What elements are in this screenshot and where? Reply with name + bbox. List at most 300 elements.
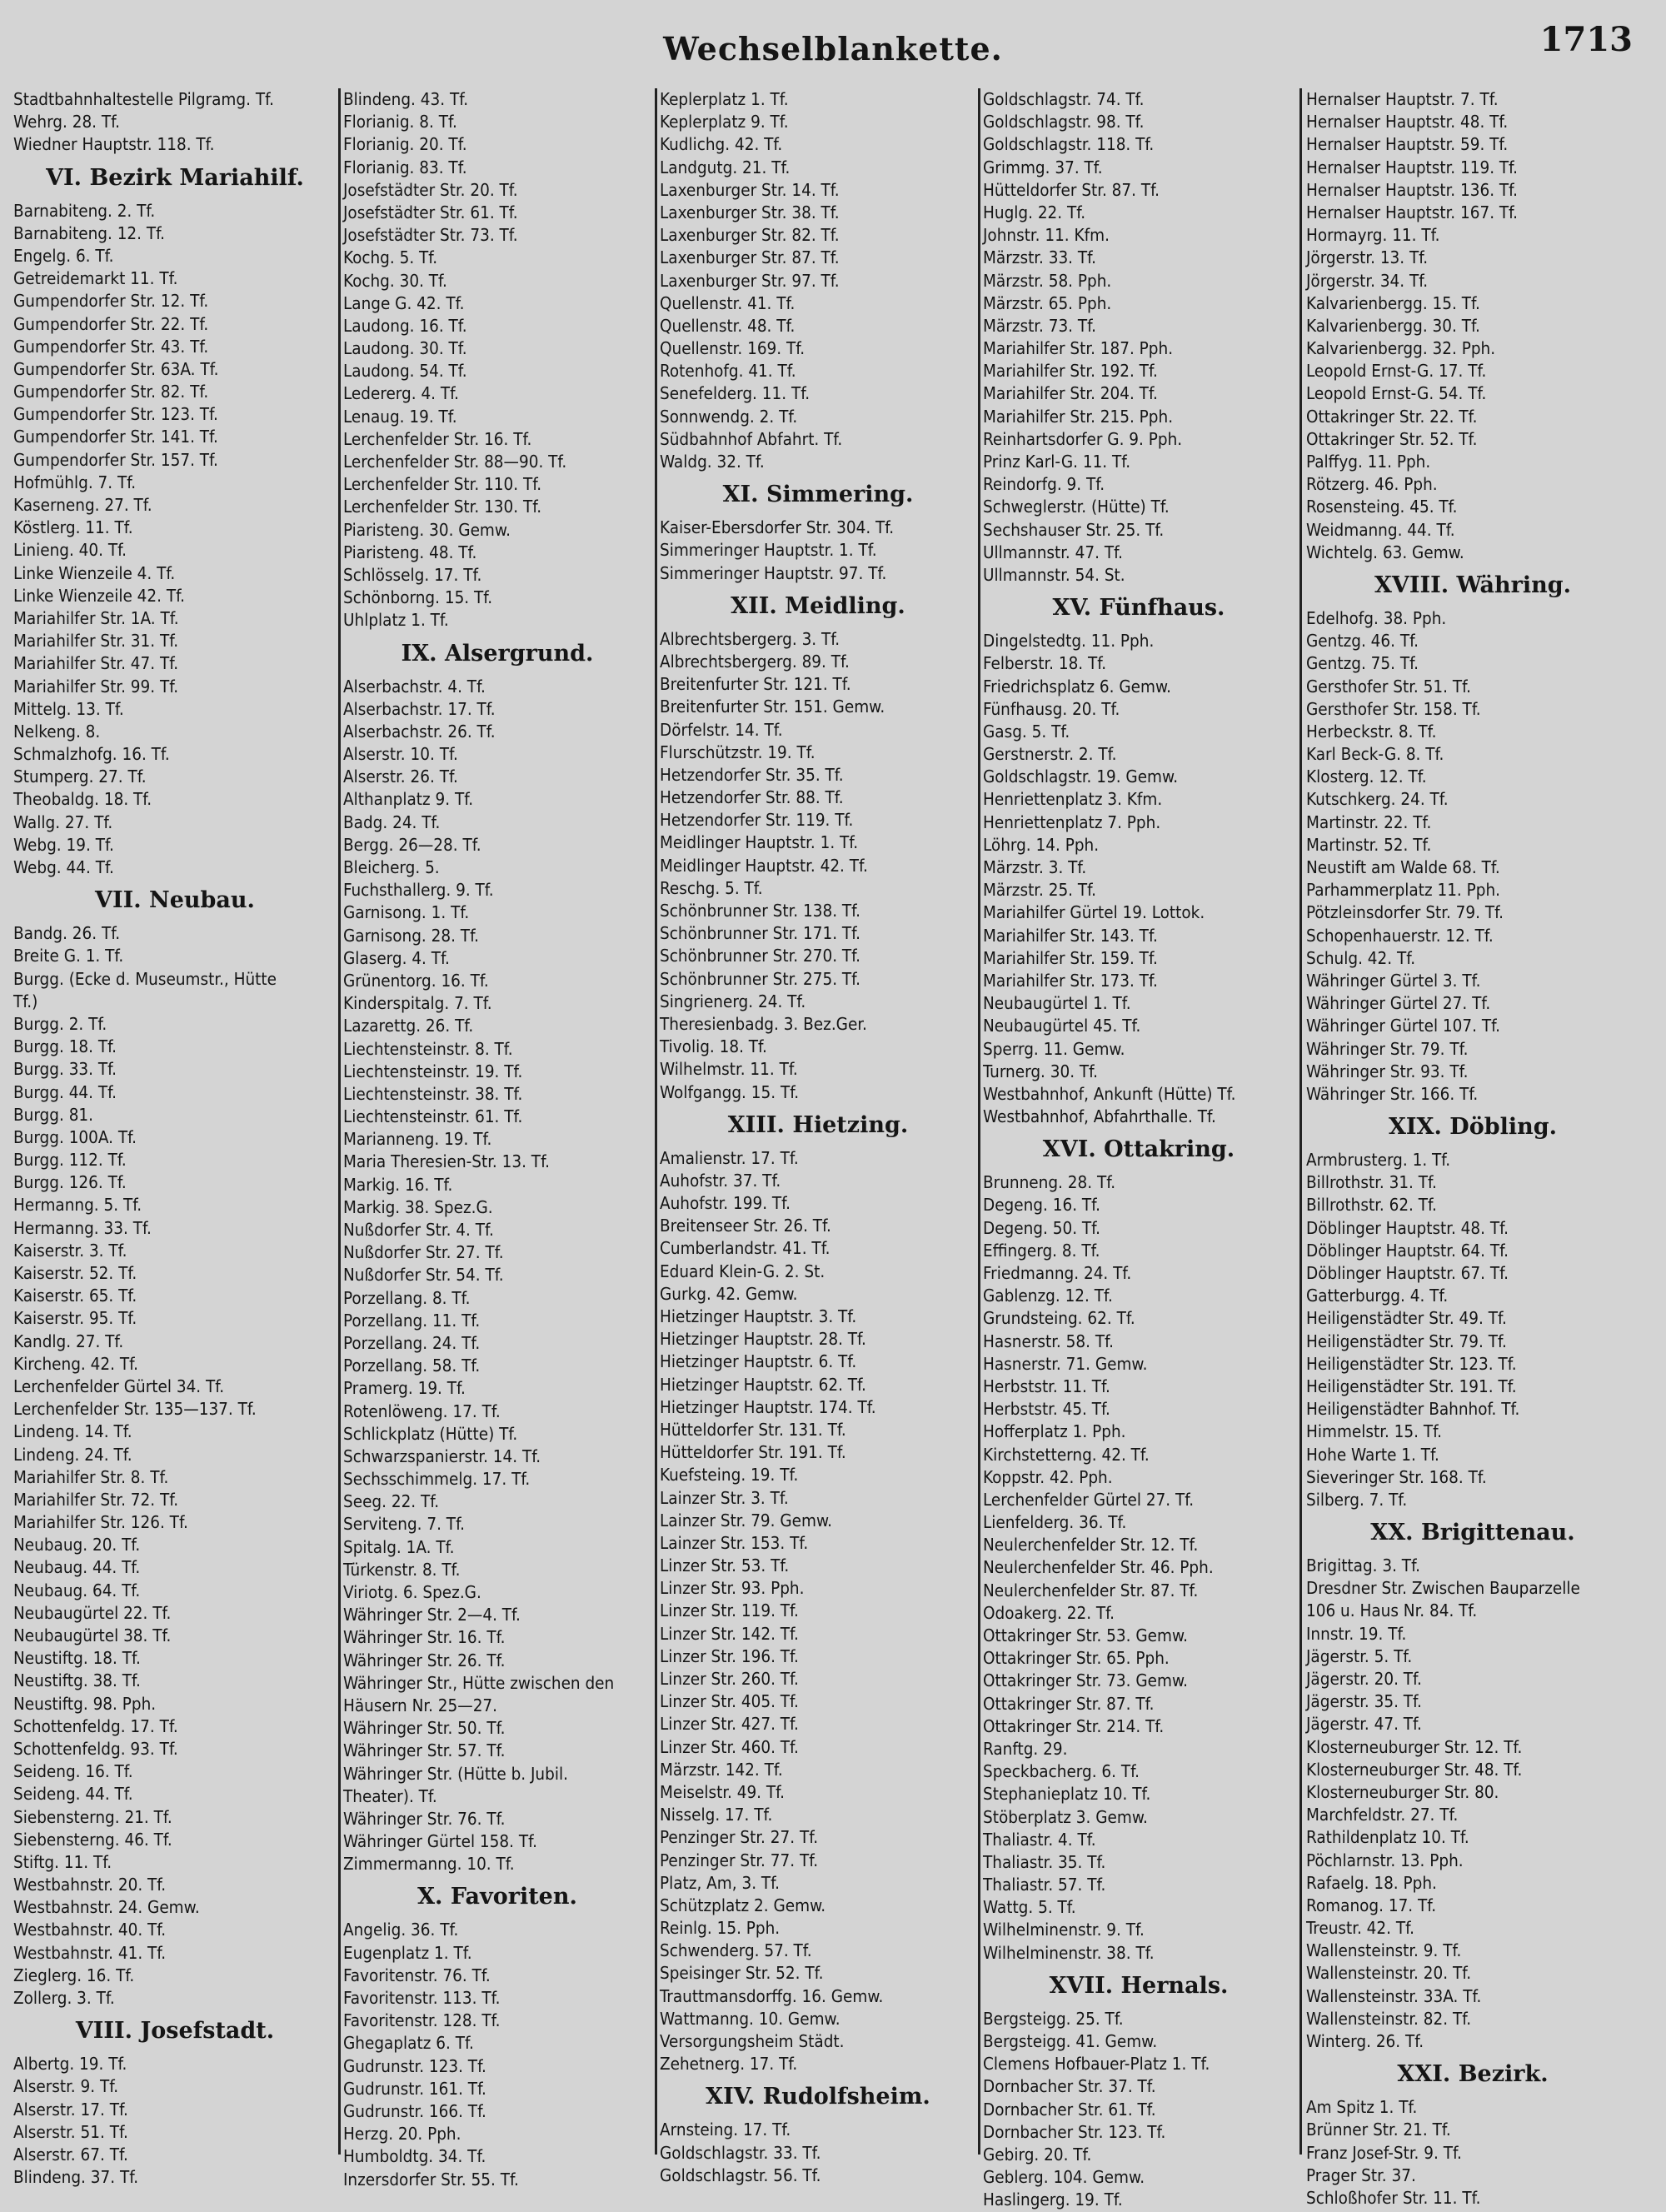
address-entry: Dornbacher Str. 61. Tf. [983, 2099, 1156, 2120]
address-entry: Simmeringer Hauptstr. 1. Tf. [660, 540, 877, 561]
address-entry: Ranftg. 29. [983, 1738, 1068, 1759]
address-entry: Schönbrunner Str. 171. Tf. [660, 923, 861, 944]
address-entry: Goldschlagstr. 74. Tf. [983, 89, 1145, 109]
address-entry: Schulg. 42. Tf. [1306, 947, 1416, 968]
address-entry: Blindeng. 43. Tf. [343, 89, 469, 109]
address-entry: Hütteldorfer Str. 131. Tf. [660, 1419, 846, 1440]
address-entry: Lainzer Str. 3. Tf. [660, 1487, 789, 1508]
address-entry: Döblinger Hauptstr. 64. Tf. [1306, 1240, 1509, 1261]
address-entry: Wattmanng. 10. Gemw. [660, 2008, 840, 2029]
address-entry: Seeg. 22. Tf. [343, 1491, 440, 1512]
address-entry: Mariahilfer Gürtel 19. Lottok. [983, 902, 1205, 923]
address-entry: Quellenstr. 41. Tf. [660, 292, 796, 313]
address-entry: Amalienstr. 17. Tf. [660, 1147, 799, 1168]
address-entry: Linzer Str. 260. Tf. [660, 1669, 799, 1689]
district-heading: XI. Simmering. [722, 482, 914, 508]
address-entry: Linzer Str. 119. Tf. [660, 1600, 799, 1621]
address-entry: Alserstr. 9. Tf. [13, 2076, 119, 2097]
address-entry: Währinger Str. 76. Tf. [343, 1808, 506, 1829]
address-entry: Gumpendorfer Str. 123. Tf. [13, 404, 218, 425]
address-entry: Humboldtg. 34. Tf. [343, 2146, 486, 2167]
address-entry: Goldschlagstr. 19. Gemw. [983, 766, 1179, 787]
address-entry: Gumpendorfer Str. 12. Tf. [13, 291, 209, 312]
address-entry: Seideng. 16. Tf. [13, 1761, 133, 1782]
address-entry: Breite G. 1. Tf. [13, 946, 124, 966]
address-entry: Türkenstr. 8. Tf. [343, 1559, 461, 1580]
address-entry: Laudong. 54. Tf. [343, 361, 467, 382]
address-entry: Geblerg. 104. Gemw. [983, 2167, 1145, 2188]
address-entry: Lenaug. 19. Tf. [343, 406, 457, 427]
address-entry: Billrothstr. 31. Tf. [1306, 1172, 1437, 1193]
address-entry: Hasnerstr. 58. Tf. [983, 1331, 1114, 1351]
address-entry: Dornbacher Str. 37. Tf. [983, 2076, 1156, 2097]
address-entry: Meidlinger Hauptstr. 1. Tf. [660, 832, 859, 853]
address-entry: Hietzinger Hauptstr. 62. Tf. [660, 1374, 866, 1395]
address-entry: Brünner Str. 21. Tf. [1306, 2120, 1451, 2140]
address-entry: Lainzer Str. 153. Tf. [660, 1532, 809, 1553]
address-entry: Johnstr. 11. Kfm. [983, 225, 1110, 246]
address-entry: Hetzendorfer Str. 88. Tf. [660, 787, 844, 808]
address-entry: Währinger Str. 79. Tf. [1306, 1038, 1469, 1059]
address-entry: Nußdorfer Str. 27. Tf. [343, 1242, 504, 1263]
address-entry: Flurschützstr. 19. Tf. [660, 741, 816, 762]
address-entry: Linzer Str. 460. Tf. [660, 1736, 799, 1757]
address-entry: Laxenburger Str. 97. Tf. [660, 270, 840, 291]
address-entry: Hofmühlg. 7. Tf. [13, 472, 137, 492]
address-entry: Leopold Ernst-G. 54. Tf. [1306, 383, 1487, 404]
address-entry: Meiselstr. 49. Tf. [660, 1781, 786, 1802]
address-entry: Tf.) [13, 991, 38, 1011]
address-entry: Westbahnstr. 41. Tf. [13, 1942, 167, 1963]
address-entry: Webg. 19. Tf. [13, 834, 114, 855]
address-entry: Wallensteinstr. 82. Tf. [1306, 2008, 1472, 2029]
address-entry: Hetzendorfer Str. 35. Tf. [660, 764, 844, 785]
address-entry: Döblinger Hauptstr. 48. Tf. [1306, 1217, 1509, 1238]
address-entry: Wallensteinstr. 33A. Tf. [1306, 1985, 1482, 2006]
address-entry: Fünfhausg. 20. Tf. [983, 698, 1120, 719]
address-entry: Henriettenplatz 3. Kfm. [983, 789, 1163, 810]
address-entry: Gersthofer Str. 51. Tf. [1306, 676, 1471, 697]
address-entry: Gumpendorfer Str. 63A. Tf. [13, 358, 219, 379]
address-entry: Liechtensteinstr. 61. Tf. [343, 1106, 523, 1127]
address-entry: Hietzinger Hauptstr. 174. Tf. [660, 1396, 876, 1417]
address-entry: Breitenseer Str. 26. Tf. [660, 1216, 831, 1236]
address-entry: Schönbrunner Str. 138. Tf. [660, 901, 861, 921]
address-entry: Simmeringer Hauptstr. 97. Tf. [660, 562, 887, 583]
address-entry: Liechtensteinstr. 8. Tf. [343, 1038, 513, 1059]
address-entry: Jörgerstr. 13. Tf. [1306, 247, 1429, 268]
address-entry: Bergsteigg. 41. Gemw. [983, 2031, 1158, 2051]
address-entry: Laxenburger Str. 38. Tf. [660, 202, 840, 222]
address-entry: Neulerchenfelder Str. 12. Tf. [983, 1535, 1199, 1555]
address-entry: Heiligenstädter Str. 49. Tf. [1306, 1308, 1507, 1329]
address-entry: Neulerchenfelder Str. 46. Pph. [983, 1557, 1214, 1578]
address-entry: Hietzinger Hauptstr. 3. Tf. [660, 1306, 857, 1326]
column-3 [660, 88, 976, 2185]
address-entry: Spitalg. 1A. Tf. [343, 1536, 455, 1557]
address-entry: Wiedner Hauptstr. 118. Tf. [13, 134, 215, 155]
district-heading: VIII. Josefstadt. [75, 2018, 275, 2045]
address-entry: Schloßhofer Str. 11. Tf. [1306, 2187, 1481, 2208]
address-entry: Gebirg. 20. Tf. [983, 2144, 1092, 2165]
address-entry: Märzstr. 3. Tf. [983, 857, 1087, 877]
address-entry: Siebensterng. 21. Tf. [13, 1806, 172, 1827]
address-entry: Lerchenfelder Str. 130. Tf. [343, 497, 542, 517]
address-entry: Alserstr. 67. Tf. [13, 2144, 128, 2165]
address-entry: Meidlinger Hauptstr. 42. Tf. [660, 855, 868, 876]
address-entry: Schwarzspanierstr. 14. Tf. [343, 1446, 541, 1466]
address-entry: Kandlg. 27. Tf. [13, 1331, 124, 1351]
address-entry: Währinger Gürtel 27. Tf. [1306, 993, 1491, 1014]
address-entry: Hermanng. 5. Tf. [13, 1195, 142, 1216]
address-entry: Mariahilfer Str. 204. Tf. [983, 383, 1158, 404]
address-entry: Dresdner Str. Zwischen Bauparzelle [1306, 1578, 1580, 1599]
address-entry: Bandg. 26. Tf. [13, 923, 121, 944]
address-entry: Nelkeng. 8. [13, 721, 101, 741]
address-entry: Nußdorfer Str. 4. Tf. [343, 1220, 494, 1240]
address-entry: Speckbacherg. 6. Tf. [983, 1761, 1140, 1782]
address-entry: Märzstr. 58. Pph. [983, 270, 1112, 291]
address-entry: Bleicherg. 5. [343, 857, 440, 877]
address-entry: Karl Beck-G. 8. Tf. [1306, 744, 1444, 765]
address-entry: Neulerchenfelder Str. 87. Tf. [983, 1580, 1199, 1600]
address-entry: Neubaug. 20. Tf. [13, 1535, 141, 1555]
address-entry: Gentzg. 75. Tf. [1306, 653, 1419, 674]
address-entry: Mariahilfer Str. 8. Tf. [13, 1466, 169, 1487]
address-entry: Neustiftg. 38. Tf. [13, 1670, 141, 1691]
address-entry: Linzer Str. 142. Tf. [660, 1623, 799, 1644]
address-entry: 106 u. Haus Nr. 84. Tf. [1306, 1600, 1478, 1621]
address-entry: Viriotg. 6. Spez.G. [343, 1582, 481, 1602]
district-heading: XV. Fünfhaus. [1052, 595, 1225, 622]
address-entry: Gasg. 5. Tf. [983, 721, 1070, 741]
address-entry: Breitenfurter Str. 121. Tf. [660, 674, 851, 695]
address-entry: Gumpendorfer Str. 141. Tf. [13, 427, 218, 447]
address-entry: Jägerstr. 20. Tf. [1306, 1669, 1422, 1689]
address-entry: Kutschkerg. 24. Tf. [1306, 789, 1449, 810]
address-entry: Romanog. 17. Tf. [1306, 1895, 1437, 1915]
address-entry: Südbahnhof Abfahrt. Tf. [660, 428, 843, 449]
address-entry: Albertg. 19. Tf. [13, 2054, 127, 2075]
address-entry: Währinger Str. 2—4. Tf. [343, 1605, 521, 1625]
address-entry: Jörgerstr. 34. Tf. [1306, 270, 1429, 291]
address-entry: Burgg. 18. Tf. [13, 1036, 117, 1057]
address-entry: Hormayrg. 11. Tf. [1306, 225, 1440, 246]
address-entry: Wehrg. 28. Tf. [13, 112, 121, 132]
address-entry: Parhammerplatz 11. Pph. [1306, 880, 1501, 901]
address-entry: Edelhofg. 38. Pph. [1306, 607, 1447, 628]
address-entry: Mariahilfer Str. 47. Tf. [13, 653, 179, 674]
address-entry: Stephanieplatz 10. Tf. [983, 1784, 1151, 1805]
address-entry: Linke Wienzeile 42. Tf. [13, 585, 185, 606]
address-entry: Mariahilfer Str. 173. Tf. [983, 970, 1158, 991]
address-entry: Favoritenstr. 113. Tf. [343, 1988, 501, 2008]
address-entry: Hasnerstr. 71. Gemw. [983, 1353, 1148, 1374]
address-entry: Linzer Str. 427. Tf. [660, 1714, 799, 1735]
address-entry: Wallensteinstr. 9. Tf. [1306, 1940, 1462, 1961]
address-entry: Ottakringer Str. 73. Gemw. [983, 1670, 1189, 1691]
address-entry: Thaliastr. 4. Tf. [983, 1829, 1096, 1850]
address-entry: Mariahilfer Str. 126. Tf. [13, 1512, 188, 1533]
address-entry: Gudrunstr. 123. Tf. [343, 2055, 486, 2076]
column-divider [978, 88, 980, 2155]
address-entry: Ottakringer Str. 22. Tf. [1306, 406, 1478, 427]
address-entry: Neustiftg. 18. Tf. [13, 1648, 141, 1669]
address-entry: Turnerg. 30. Tf. [983, 1061, 1099, 1081]
address-entry: Josefstädter Str. 20. Tf. [343, 179, 518, 200]
district-heading: XIX. Döbling. [1388, 1114, 1558, 1141]
address-entry: Auhofstr. 199. Tf. [660, 1193, 791, 1214]
address-entry: Henriettenplatz 7. Pph. [983, 811, 1161, 832]
address-entry: Martinstr. 22. Tf. [1306, 811, 1432, 832]
address-entry: Burgg. (Ecke d. Museumstr., Hütte [13, 968, 277, 989]
address-entry: Silberg. 7. Tf. [1306, 1489, 1408, 1510]
address-entry: Schönbrunner Str. 270. Tf. [660, 946, 861, 966]
address-entry: Burgg. 112. Tf. [13, 1150, 127, 1171]
address-entry: Piaristeng. 30. Gemw. [343, 519, 511, 540]
address-entry: Kaiserstr. 52. Tf. [13, 1263, 137, 1283]
address-entry: Porzellang. 11. Tf. [343, 1310, 481, 1331]
address-entry: Prinz Karl-G. 11. Tf. [983, 452, 1131, 472]
address-entry: Heiligenstädter Bahnhof. Tf. [1306, 1399, 1520, 1420]
address-entry: Thaliastr. 35. Tf. [983, 1851, 1106, 1872]
address-entry: Jägerstr. 47. Tf. [1306, 1714, 1422, 1735]
address-entry: Rotenhofg. 41. Tf. [660, 361, 796, 382]
address-entry: Heiligenstädter Str. 191. Tf. [1306, 1376, 1517, 1396]
address-entry: Gumpendorfer Str. 82. Tf. [13, 382, 209, 402]
address-entry: Kaiserstr. 3. Tf. [13, 1240, 127, 1261]
address-entry: Cumberlandstr. 41. Tf. [660, 1238, 831, 1259]
district-heading: XX. Brigittenau. [1370, 1520, 1575, 1546]
address-entry: Mariahilfer Str. 192. Tf. [983, 361, 1158, 382]
address-entry: Engelg. 6. Tf. [13, 245, 114, 266]
address-entry: Effingerg. 8. Tf. [983, 1240, 1100, 1261]
address-entry: Glaserg. 4. Tf. [343, 947, 450, 968]
address-entry: Seideng. 44. Tf. [13, 1784, 133, 1805]
address-entry: Zehetnerg. 17. Tf. [660, 2054, 798, 2075]
address-entry: Kochg. 30. Tf. [343, 270, 447, 291]
address-entry: Stumperg. 27. Tf. [13, 766, 147, 787]
address-entry: Laudong. 30. Tf. [343, 338, 467, 359]
address-entry: Friedrichsplatz 6. Gemw. [983, 676, 1172, 697]
address-entry: Kalvarienbergg. 30. Tf. [1306, 315, 1480, 336]
address-entry: Lainzer Str. 79. Gemw. [660, 1510, 833, 1530]
address-entry: Uhlplatz 1. Tf. [343, 610, 449, 631]
address-entry: Rafaelg. 18. Pph. [1306, 1872, 1437, 1893]
address-entry: Dörfelstr. 14. Tf. [660, 719, 783, 740]
address-entry: Herbststr. 11. Tf. [983, 1376, 1110, 1396]
address-entry: Winterg. 26. Tf. [1306, 2031, 1424, 2051]
address-entry: Westbahnstr. 20. Tf. [13, 1875, 167, 1895]
address-entry: Franz Josef-Str. 9. Tf. [1306, 2142, 1462, 2163]
address-entry: Gerstnerstr. 2. Tf. [983, 744, 1117, 765]
address-entry: Trauttmansdorffg. 16. Gemw. [660, 1985, 884, 2006]
address-entry: Sieveringer Str. 168. Tf. [1306, 1466, 1487, 1487]
address-entry: Brigittag. 3. Tf. [1306, 1555, 1420, 1576]
address-entry: Klosterg. 12. Tf. [1306, 766, 1427, 787]
page-title: Wechselblankette. [663, 30, 1003, 67]
address-entry: Rotenlöweng. 17. Tf. [343, 1401, 501, 1421]
address-entry: Theobaldg. 18. Tf. [13, 789, 152, 810]
address-entry: Auhofstr. 37. Tf. [660, 1170, 781, 1191]
address-entry: Florianig. 83. Tf. [343, 157, 467, 177]
address-entry: Felberstr. 18. Tf. [983, 653, 1107, 674]
address-entry: Währinger Str. 57. Tf. [343, 1740, 506, 1761]
address-entry: Waldg. 32. Tf. [660, 452, 765, 472]
address-entry: Kircheng. 42. Tf. [13, 1353, 138, 1374]
address-entry: Huglg. 22. Tf. [983, 202, 1086, 222]
address-entry: Theresienbadg. 3. Bez.Ger. [660, 1013, 867, 1034]
address-entry: Alserbachstr. 26. Tf. [343, 721, 496, 741]
address-entry: Florianig. 20. Tf. [343, 134, 467, 155]
address-entry: Kaiser-Ebersdorfer Str. 304. Tf. [660, 517, 895, 538]
address-entry: Wallg. 27. Tf. [13, 811, 113, 832]
address-entry: Gudrunstr. 161. Tf. [343, 2078, 486, 2099]
address-entry: Sperrg. 11. Gemw. [983, 1038, 1125, 1059]
address-entry: Währinger Str. 50. Tf. [343, 1718, 506, 1739]
address-entry: Goldschlagstr. 56. Tf. [660, 2165, 821, 2185]
address-entry: Nußdorfer Str. 54. Tf. [343, 1265, 504, 1286]
column-2 [343, 88, 651, 2190]
address-entry: Alserstr. 51. Tf. [13, 2121, 128, 2142]
address-entry: Inzersdorfer Str. 55. Tf. [343, 2169, 519, 2190]
address-entry: Währinger Gürtel 158. Tf. [343, 1831, 537, 1852]
address-entry: Innstr. 19. Tf. [1306, 1623, 1407, 1644]
address-entry: Ottakringer Str. 214. Tf. [983, 1715, 1165, 1736]
address-entry: Westbahnhof, Ankunft (Hütte) Tf. [983, 1083, 1236, 1104]
address-entry: Stiftg. 11. Tf. [13, 1851, 112, 1872]
address-entry: Markig. 16. Tf. [343, 1174, 453, 1195]
address-entry: Märzstr. 142. Tf. [660, 1759, 783, 1780]
address-entry: Ullmannstr. 47. Tf. [983, 542, 1123, 562]
address-entry: Pramerg. 19. Tf. [343, 1378, 466, 1399]
address-entry: Hernalser Hauptstr. 59. Tf. [1306, 134, 1509, 155]
address-entry: Blindeng. 37. Tf. [13, 2167, 139, 2188]
address-entry: Währinger Str., Hütte zwischen den [343, 1672, 615, 1693]
address-entry: Mariahilfer Str. 99. Tf. [13, 676, 179, 697]
address-entry: Schlösselg. 17. Tf. [343, 564, 482, 585]
address-entry: Gentzg. 46. Tf. [1306, 631, 1419, 652]
address-entry: Garnisong. 1. Tf. [343, 902, 470, 923]
address-entry: Grünentorg. 16. Tf. [343, 970, 489, 991]
address-entry: Eugenplatz 1. Tf. [343, 1942, 472, 1963]
address-entry: Thaliastr. 57. Tf. [983, 1875, 1106, 1895]
address-entry: Kochg. 5. Tf. [343, 247, 438, 268]
address-entry: Lindeng. 24. Tf. [13, 1444, 132, 1465]
district-heading: XIV. Rudolfsheim. [706, 2084, 930, 2110]
address-entry: Burgg. 2. Tf. [13, 1013, 107, 1034]
address-entry: Breitenfurter Str. 151. Gemw. [660, 697, 885, 717]
address-entry: Neubaug. 64. Tf. [13, 1580, 141, 1600]
address-entry: Hernalser Hauptstr. 119. Tf. [1306, 157, 1519, 177]
address-entry: Siebensterng. 46. Tf. [13, 1829, 172, 1850]
address-entry: Lienfelderg. 36. Tf. [983, 1512, 1127, 1533]
address-entry: Marianneng. 19. Tf. [343, 1129, 492, 1150]
address-entry: Wallensteinstr. 20. Tf. [1306, 1963, 1472, 1984]
listing-columns [13, 88, 1653, 2210]
address-entry: Piaristeng. 48. Tf. [343, 542, 477, 562]
address-entry: Ottakringer Str. 53. Gemw. [983, 1625, 1189, 1645]
address-entry: Gumpendorfer Str. 22. Tf. [13, 313, 209, 334]
district-heading: IX. Alsergrund. [401, 640, 594, 667]
address-entry: Laxenburger Str. 87. Tf. [660, 247, 840, 268]
address-entry: Getreidemarkt 11. Tf. [13, 268, 178, 289]
address-entry: Josefstädter Str. 73. Tf. [343, 225, 518, 246]
address-entry: Gurkg. 42. Gemw. [660, 1283, 798, 1304]
address-entry: Ottakringer Str. 87. Tf. [983, 1693, 1155, 1714]
column-4 [983, 88, 1294, 2210]
address-entry: Neubaugürtel 1. Tf. [983, 993, 1131, 1014]
address-entry: Neustift am Walde 68. Tf. [1306, 857, 1500, 877]
address-entry: Schlickplatz (Hütte) Tf. [343, 1423, 518, 1444]
address-entry: Löhrg. 14. Pph. [983, 834, 1100, 855]
address-entry: Quellenstr. 48. Tf. [660, 315, 796, 336]
address-entry: Degeng. 16. Tf. [983, 1195, 1101, 1216]
address-entry: Porzellang. 24. Tf. [343, 1332, 481, 1353]
address-entry: Grimmg. 37. Tf. [983, 157, 1103, 177]
address-entry: Quellenstr. 169. Tf. [660, 338, 806, 359]
address-entry: Mariahilfer Str. 215. Pph. [983, 406, 1174, 427]
address-entry: Gablenzg. 12. Tf. [983, 1286, 1113, 1306]
address-entry: Goldschlagstr. 98. Tf. [983, 112, 1145, 132]
address-entry: Florianig. 8. Tf. [343, 112, 457, 132]
address-entry: Nisselg. 17. Tf. [660, 1805, 773, 1825]
address-entry: Märzstr. 65. Pph. [983, 292, 1112, 313]
address-entry: Mittelg. 13. Tf. [13, 698, 124, 719]
address-entry: Kuefsteing. 19. Tf. [660, 1465, 799, 1485]
address-entry: Märzstr. 73. Tf. [983, 315, 1097, 336]
district-heading: X. Favoriten. [417, 1884, 577, 1910]
address-entry: Marchfeldstr. 27. Tf. [1306, 1805, 1459, 1825]
address-entry: Kalvarienbergg. 15. Tf. [1306, 292, 1480, 313]
address-entry: Pöchlarnstr. 13. Pph. [1306, 1850, 1464, 1870]
address-entry: Alserbachstr. 4. Tf. [343, 676, 486, 697]
address-entry: Liechtensteinstr. 38. Tf. [343, 1083, 523, 1104]
address-entry: Herzg. 20. Pph. [343, 2124, 461, 2145]
address-entry: Westbahnhof, Abfahrthalle. Tf. [983, 1106, 1216, 1127]
address-entry: Versorgungsheim Städt. [660, 2031, 845, 2051]
address-entry: Sechsschimmelg. 17. Tf. [343, 1469, 531, 1490]
address-entry: Barnabiteng. 12. Tf. [13, 222, 165, 243]
address-entry: Keplerplatz 1. Tf. [660, 89, 789, 109]
address-entry: Porzellang. 8. Tf. [343, 1287, 471, 1308]
address-entry: Kirchstetterng. 42. Tf. [983, 1444, 1150, 1465]
address-entry: Theater). Tf. [343, 1785, 437, 1806]
address-entry: Billrothstr. 62. Tf. [1306, 1195, 1437, 1216]
address-entry: Alserbachstr. 17. Tf. [343, 698, 496, 719]
address-entry: Linieng. 40. Tf. [13, 540, 127, 561]
district-heading: VII. Neubau. [95, 887, 255, 914]
address-entry: Favoritenstr. 76. Tf. [343, 1965, 491, 1985]
address-entry: Wichtelg. 63. Gemw. [1306, 542, 1464, 562]
address-entry: Eduard Klein-G. 2. St. [660, 1261, 826, 1281]
address-entry: Leopold Ernst-G. 17. Tf. [1306, 361, 1487, 382]
address-entry: Märzstr. 33. Tf. [983, 247, 1097, 268]
address-entry: Hetzendorfer Str. 119. Tf. [660, 810, 854, 831]
address-entry: Neubaugürtel 38. Tf. [13, 1625, 172, 1645]
address-entry: Linzer Str. 53. Tf. [660, 1555, 790, 1576]
address-entry: Währinger Str. 93. Tf. [1306, 1061, 1469, 1081]
address-entry: Linke Wienzeile 4. Tf. [13, 562, 176, 583]
address-entry: Klosterneuburger Str. 48. Tf. [1306, 1759, 1523, 1780]
address-entry: Gudrunstr. 166. Tf. [343, 2100, 486, 2121]
address-entry: Linzer Str. 196. Tf. [660, 1645, 799, 1666]
address-entry: Reinlg. 15. Pph. [660, 1918, 781, 1939]
address-entry: Reindorfg. 9. Tf. [983, 474, 1105, 495]
address-entry: Fuchsthallerg. 9. Tf. [343, 880, 494, 901]
address-entry: Schweglerstr. (Hütte) Tf. [983, 497, 1170, 517]
address-entry: Lazarettg. 26. Tf. [343, 1016, 474, 1036]
